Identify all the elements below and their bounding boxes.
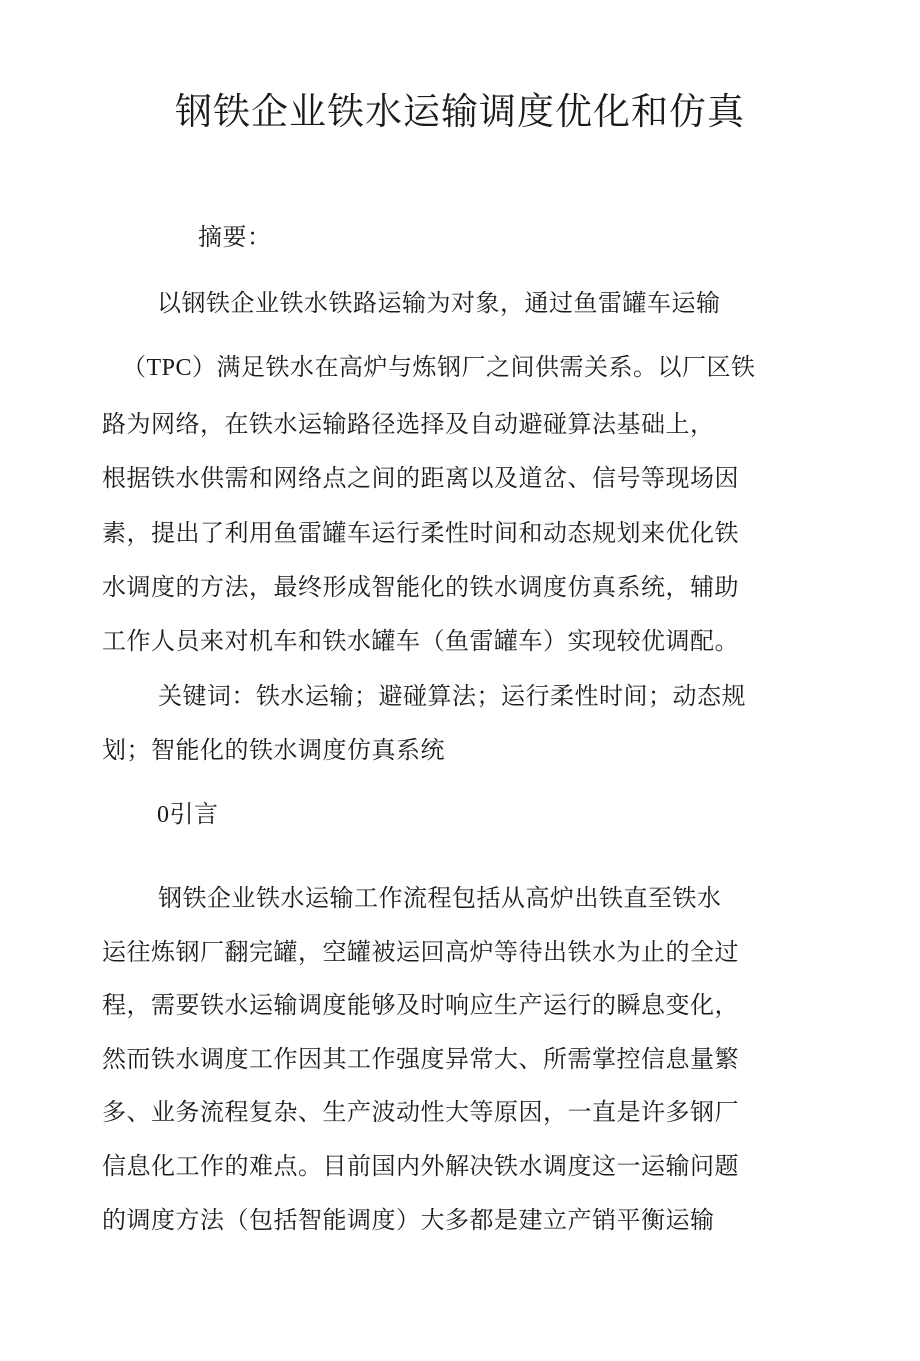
intro-line-3: 程，需要铁水运输调度能够及时响应生产运行的瞬息变化， bbox=[102, 991, 739, 1019]
abstract-line-6: 水调度的方法，最终形成智能化的铁水调度仿真系统，辅助 bbox=[102, 573, 739, 601]
intro-line-7: 的调度方法（包括智能调度）大多都是建立产销平衡运输 bbox=[102, 1206, 715, 1234]
intro-line-6: 信息化工作的难点。目前国内外解决铁水调度这一运输问题 bbox=[102, 1152, 739, 1180]
tpc-label: （TPC） bbox=[122, 355, 217, 381]
abstract-line-2-text: 满足铁水在高炉与炼钢厂之间供需关系。以厂区铁 bbox=[216, 353, 756, 381]
document-title: 钢铁企业铁水运输调度优化和仿真 bbox=[175, 90, 745, 133]
abstract-line-1: 以钢铁企业铁水铁路运输为对象，通过鱼雷罐车运输 bbox=[157, 289, 721, 317]
section-number: 0 bbox=[157, 802, 170, 828]
abstract-line-3: 路为网络，在铁水运输路径选择及自动避碰算法基础上， bbox=[102, 410, 715, 438]
abstract-line-4: 根据铁水供需和网络点之间的距离以及道岔、信号等现场因 bbox=[102, 464, 739, 492]
abstract-line-2 bbox=[122, 352, 756, 383]
intro-line-4: 然而铁水调度工作因其工作强度异常大、所需掌控信息量繁 bbox=[102, 1045, 739, 1073]
section-heading bbox=[157, 799, 219, 830]
intro-line-2: 运往炼钢厂翻完罐，空罐被运回高炉等待出铁水为止的全过 bbox=[102, 938, 739, 966]
abstract-line-5: 素，提出了利用鱼雷罐车运行柔性时间和动态规划来优化铁 bbox=[102, 519, 739, 547]
keywords-line-2: 划；智能化的铁水调度仿真系统 bbox=[102, 736, 445, 764]
keywords-line-1: 关键词：铁水运输；避碰算法；运行柔性时间；动态规 bbox=[158, 682, 746, 710]
abstract-heading: 摘要： bbox=[198, 223, 272, 251]
abstract-line-7: 工作人员来对机车和铁水罐车（鱼雷罐车）实现较优调配。 bbox=[102, 627, 739, 655]
intro-line-5: 多、业务流程复杂、生产波动性大等原因，一直是许多钢厂 bbox=[102, 1098, 739, 1126]
intro-line-1: 钢铁企业铁水运输工作流程包括从高炉出铁直至铁水 bbox=[158, 884, 722, 912]
section-title: 引言 bbox=[169, 800, 219, 828]
